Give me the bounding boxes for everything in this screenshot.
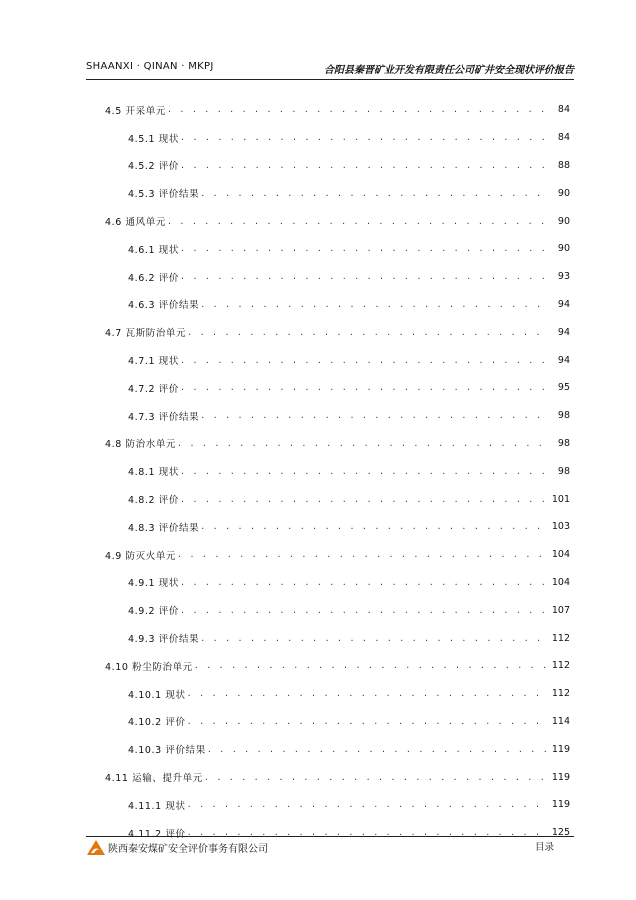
toc-entry-title: 4.9.3 评价结果 [128,634,200,646]
toc-entry-title: 4.7.3 评价结果 [128,411,200,423]
toc-dot-leader [201,633,548,644]
toc-entry-page: 112 [551,688,570,700]
toc-entry-page: 84 [557,104,570,116]
toc-entry[interactable] [105,708,570,736]
toc-entry[interactable] [105,596,570,624]
toc-dot-leader [205,772,548,783]
toc-entry-title: 4.8 防治水单元 [105,439,177,451]
toc-entry-title: 4.5.1 现状 [128,133,179,145]
toc-entry-page: 98 [557,437,570,449]
toc-dot-leader [195,660,548,671]
toc-entry-title: 4.5.2 评价 [128,161,179,173]
toc-entry-page: 90 [557,243,570,255]
toc-entry-page: 94 [557,298,570,310]
toc-entry[interactable] [105,318,570,346]
toc-entry[interactable] [105,791,570,819]
toc-entry[interactable] [105,541,570,569]
toc-entry-title: 4.7.2 评价 [128,383,179,395]
toc-entry[interactable] [105,235,570,263]
toc-entry-page: 93 [557,271,570,283]
toc-entry[interactable] [105,652,570,680]
toc-entry-page: 90 [557,215,570,227]
toc-entry[interactable] [105,624,570,652]
toc-entry[interactable] [105,207,570,235]
toc-entry-title: 4.8.1 现状 [128,467,179,479]
toc-dot-leader [181,494,548,505]
toc-dot-leader [181,605,548,616]
toc-dot-leader [181,577,548,588]
toc-entry-title: 4.9.2 评价 [128,606,179,618]
toc-entry-page: 119 [551,771,570,783]
toc-entry-page: 125 [551,827,570,839]
toc-entry-page: 84 [557,132,570,144]
toc-dot-leader [201,521,548,532]
toc-entry-page: 104 [551,549,570,561]
toc-entry[interactable] [105,763,570,791]
toc-entry-title: 4.11 运输、提升单元 [105,773,203,785]
toc-entry-page: 88 [557,159,570,171]
toc-entry-page: 112 [551,660,570,672]
footer-section-label: 目录 [534,842,554,853]
toc-entry[interactable] [105,457,570,485]
toc-dot-leader [181,160,548,171]
toc-entry[interactable] [105,179,570,207]
toc-entry-page: 101 [551,493,570,505]
toc-entry[interactable] [105,402,570,430]
page-header [86,61,574,77]
toc-dot-leader [168,216,548,227]
toc-entry[interactable] [105,96,570,124]
header-code: SHAANXI · QINAN · MKPJ [86,61,214,72]
toc-dot-leader [188,327,548,338]
toc-entry-page: 95 [557,382,570,394]
toc-entry[interactable] [105,346,570,374]
footer-divider [86,836,574,837]
toc-entry-title: 4.6.3 评价结果 [128,300,200,312]
toc-dot-leader [181,243,548,254]
toc-dot-leader [208,744,548,755]
toc-entry-page: 114 [551,715,570,727]
toc-entry[interactable] [105,430,570,458]
toc-entry-title: 4.6.2 评价 [128,272,179,284]
toc-entry-title: 4.11.1 现状 [128,800,186,812]
toc-entry[interactable] [105,569,570,597]
toc-entry-title: 4.10.1 现状 [128,689,186,701]
toc-entry-title: 4.11.2 评价 [128,828,186,840]
toc-entry-page: 94 [557,354,570,366]
toc-entry[interactable] [105,680,570,708]
toc-dot-leader [188,688,548,699]
toc-entry-page: 107 [551,604,570,616]
logo-triangle [87,840,105,855]
toc-entry-page: 90 [557,187,570,199]
toc-entry-page: 103 [551,521,570,533]
toc-entry-title: 4.5.3 评价结果 [128,189,200,201]
toc-entry-page: 112 [551,632,570,644]
toc-dot-leader [168,104,548,115]
toc-entry-title: 4.9 防灭火单元 [105,550,177,562]
toc-entry[interactable] [105,152,570,180]
toc-entry-title: 4.10.2 评价 [128,717,186,729]
table-of-contents [105,96,570,847]
toc-entry[interactable] [105,735,570,763]
toc-dot-leader [178,549,548,560]
toc-dot-leader [181,271,548,282]
toc-dot-leader [178,438,548,449]
toc-dot-leader [181,355,548,366]
toc-entry-title: 4.8.2 评价 [128,495,179,507]
toc-entry-title: 4.7 瓦斯防治单元 [105,328,187,340]
toc-dot-leader [188,716,548,727]
toc-entry[interactable] [105,263,570,291]
toc-entry-title: 4.10.3 评价结果 [128,745,206,757]
toc-entry-title: 4.6.1 现状 [128,244,179,256]
toc-entry[interactable] [105,124,570,152]
header-report-title: 合阳县秦晋矿业开发有限责任公司矿井安全现状评价报告 [324,65,574,76]
toc-dot-leader [201,410,548,421]
toc-entry[interactable] [105,374,570,402]
toc-entry-page: 119 [551,743,570,755]
toc-entry-title: 4.9.1 现状 [128,578,179,590]
toc-entry-page: 119 [551,799,570,811]
toc-entry-page: 98 [557,410,570,422]
header-divider [86,79,574,80]
footer-company-name: 陕西秦安煤矿安全评价事务有限公司 [108,844,268,855]
toc-entry-title: 4.8.3 评价结果 [128,522,200,534]
toc-entry[interactable] [105,291,570,319]
toc-dot-leader [201,188,548,199]
toc-dot-leader [188,799,548,810]
toc-entry-title: 4.10 粉尘防治单元 [105,661,193,673]
toc-entry-page: 104 [551,576,570,588]
company-logo-icon [86,838,106,856]
toc-dot-leader [201,299,548,310]
toc-dot-leader [181,132,548,143]
toc-entry-title: 4.5 开采单元 [105,105,166,117]
toc-entry-title: 4.7.1 现状 [128,356,179,368]
toc-dot-leader [181,466,548,477]
toc-entry-page: 98 [557,465,570,477]
toc-entry[interactable] [105,513,570,541]
toc-entry[interactable] [105,485,570,513]
toc-entry-title: 4.6 通风单元 [105,217,166,229]
toc-entry-page: 94 [557,326,570,338]
toc-dot-leader [181,382,548,393]
